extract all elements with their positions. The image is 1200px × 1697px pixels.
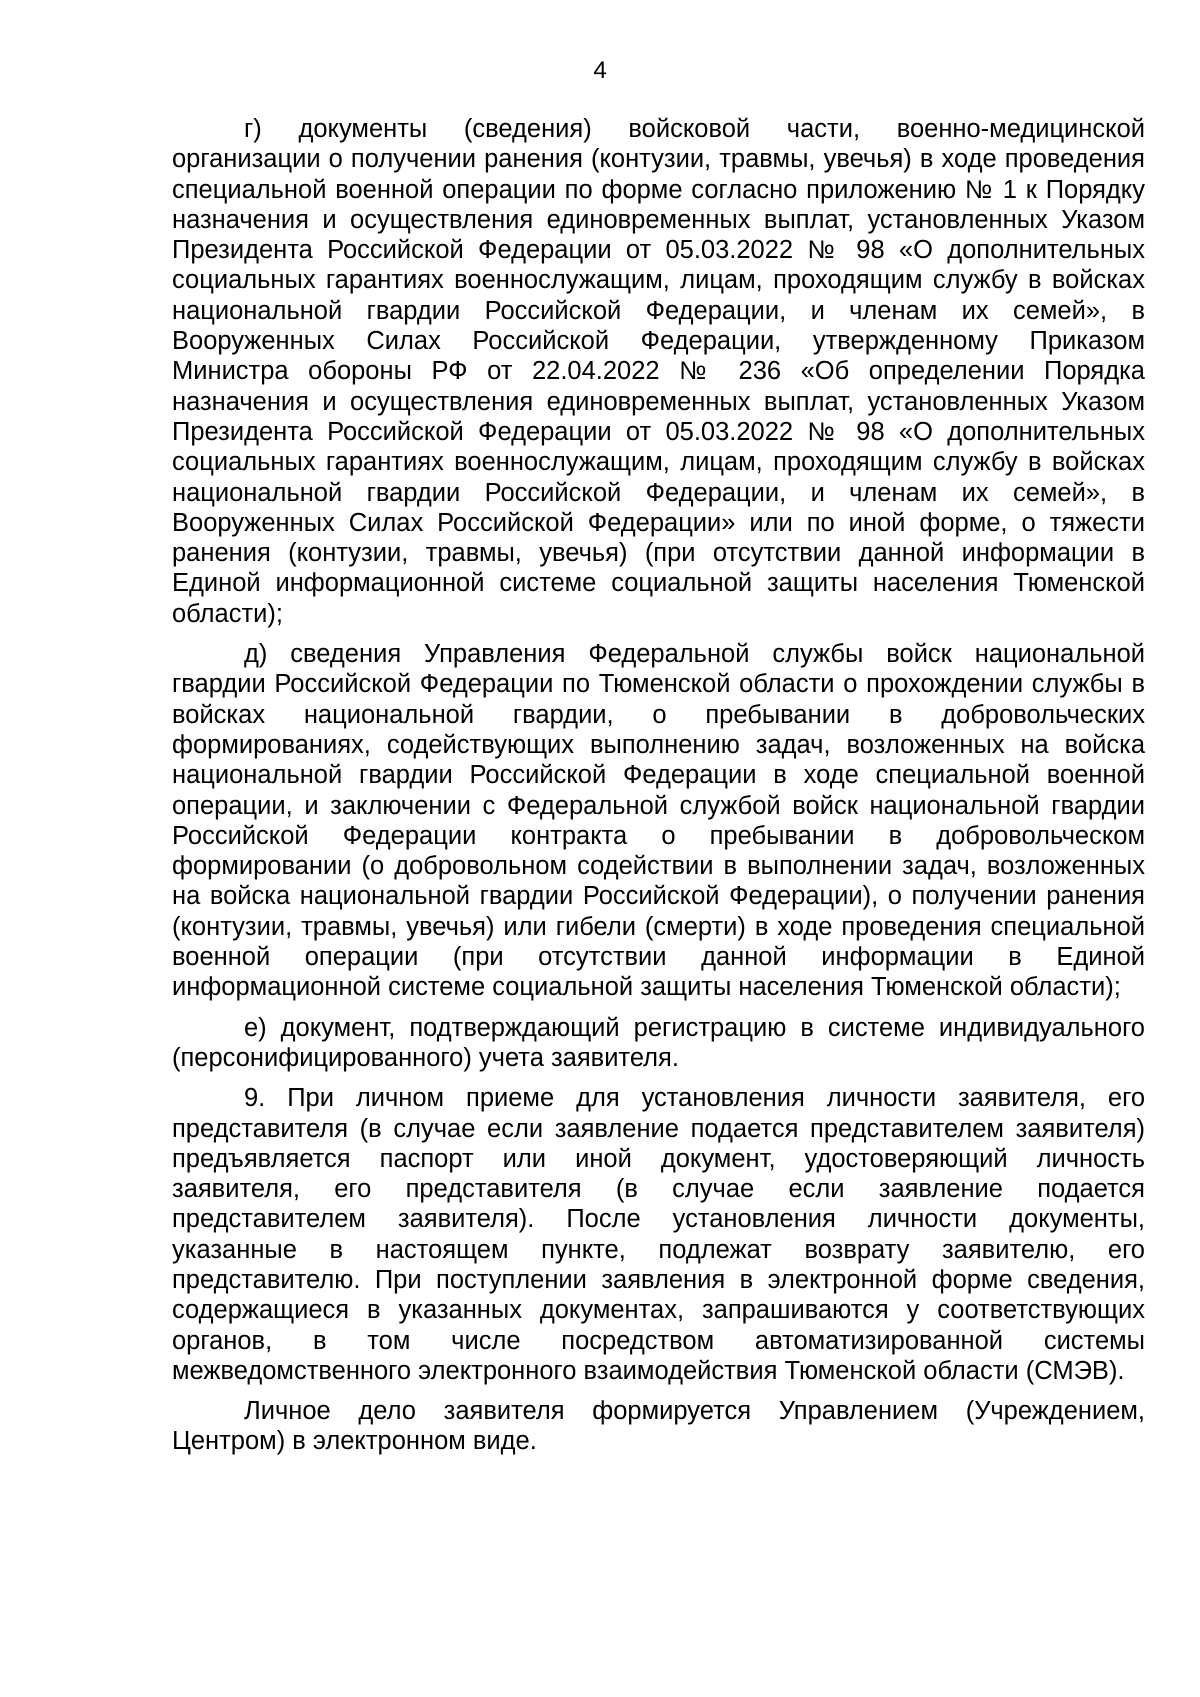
paragraph-e-registration: е) документ, подтверждающий регистрацию в системе индивидуального (персонифицированного) учета заявителя. <box>172 1013 1145 1072</box>
paragraph-personal-file: Личное дело заявителя формируется Управлением (Учреждением, Центром) в электронном виде. <box>172 1397 1145 1456</box>
paragraph-d-rosgvardia-info: д) сведения Управления Федеральной службы войск национальной гвардии Российской Федерации по Тюменской области о прохождении службы в войсках национальной гвардии, о пребывании в добровольческих формированиях, содействующих выполнению задач, возложенных на войска национальной гвардии Российской Федерации в ходе специальной военной операции, и заключении с Федеральной службой войск национальной гвардии Российской Федерации контракта о пребывании в добровольческом формировании (о добровольном содействии в выполнении задач, возложенных на войска национальной гвардии Российской Федерации), о получении ранения (контузии, травмы, увечья) или гибели (смерти) в ходе проведения специальной военной операции (при отсутствии данной информации в Единой информационной системе социальной защиты населения Тюменской области); <box>172 640 1145 1002</box>
paragraph-g-documents: г) документы (сведения) войсковой части, военно-медицинской организации о получении ранения (контузии, травмы, увечья) в ходе проведения специальной военной операции по форме согласно приложению № 1 к Порядку назначения и осуществления единовременных выплат, установленных Указом Президента Российской Федерации от 05.03.2022 № 98 «О дополнительных социальных гарантиях военнослужащим, лицам, проходящим службу в войсках национальной гвардии Российской Федерации, и членам их семей», в Вооруженных Силах Российской Федерации, утвержденному Приказом Министра обороны РФ от 22.04.2022 № 236 «Об определении Порядка назначения и осуществления единовременных выплат, установленных Указом Президента Российской Федерации от 05.03.2022 № 98 «О дополнительных социальных гарантиях военнослужащим, лицам, проходящим службу в войсках национальной гвардии Российской Федерации, и членам их семей», в Вооруженных Силах Российской Федерации» или по иной форме, о тяжести ранения (контузии, травмы, увечья) (при отсутствии данной информации в Единой информационной системе социальной защиты населения Тюменской области); <box>172 115 1145 628</box>
document-body <box>172 114 1145 1467</box>
paragraph-9-personal-reception: 9. При личном приеме для установления личности заявителя, его представителя (в случае если заявление подается представителем заявителя) предъявляется паспорт или иной документ, удостоверяющий личность заявителя, его представителя (в случае если заявление подается представителем заявителя). После установления личности документы, указанные в настоящем пункте, подлежат возврату заявителю, его представителю. При поступлении заявления в электронной форме сведения, содержащиеся в указанных документах, запрашиваются у соответствующих органов, в том числе посредством автоматизированной системы межведомственного электронного взаимодействия Тюменской области (СМЭВ). <box>172 1084 1145 1385</box>
page-number: 4 <box>593 57 607 84</box>
